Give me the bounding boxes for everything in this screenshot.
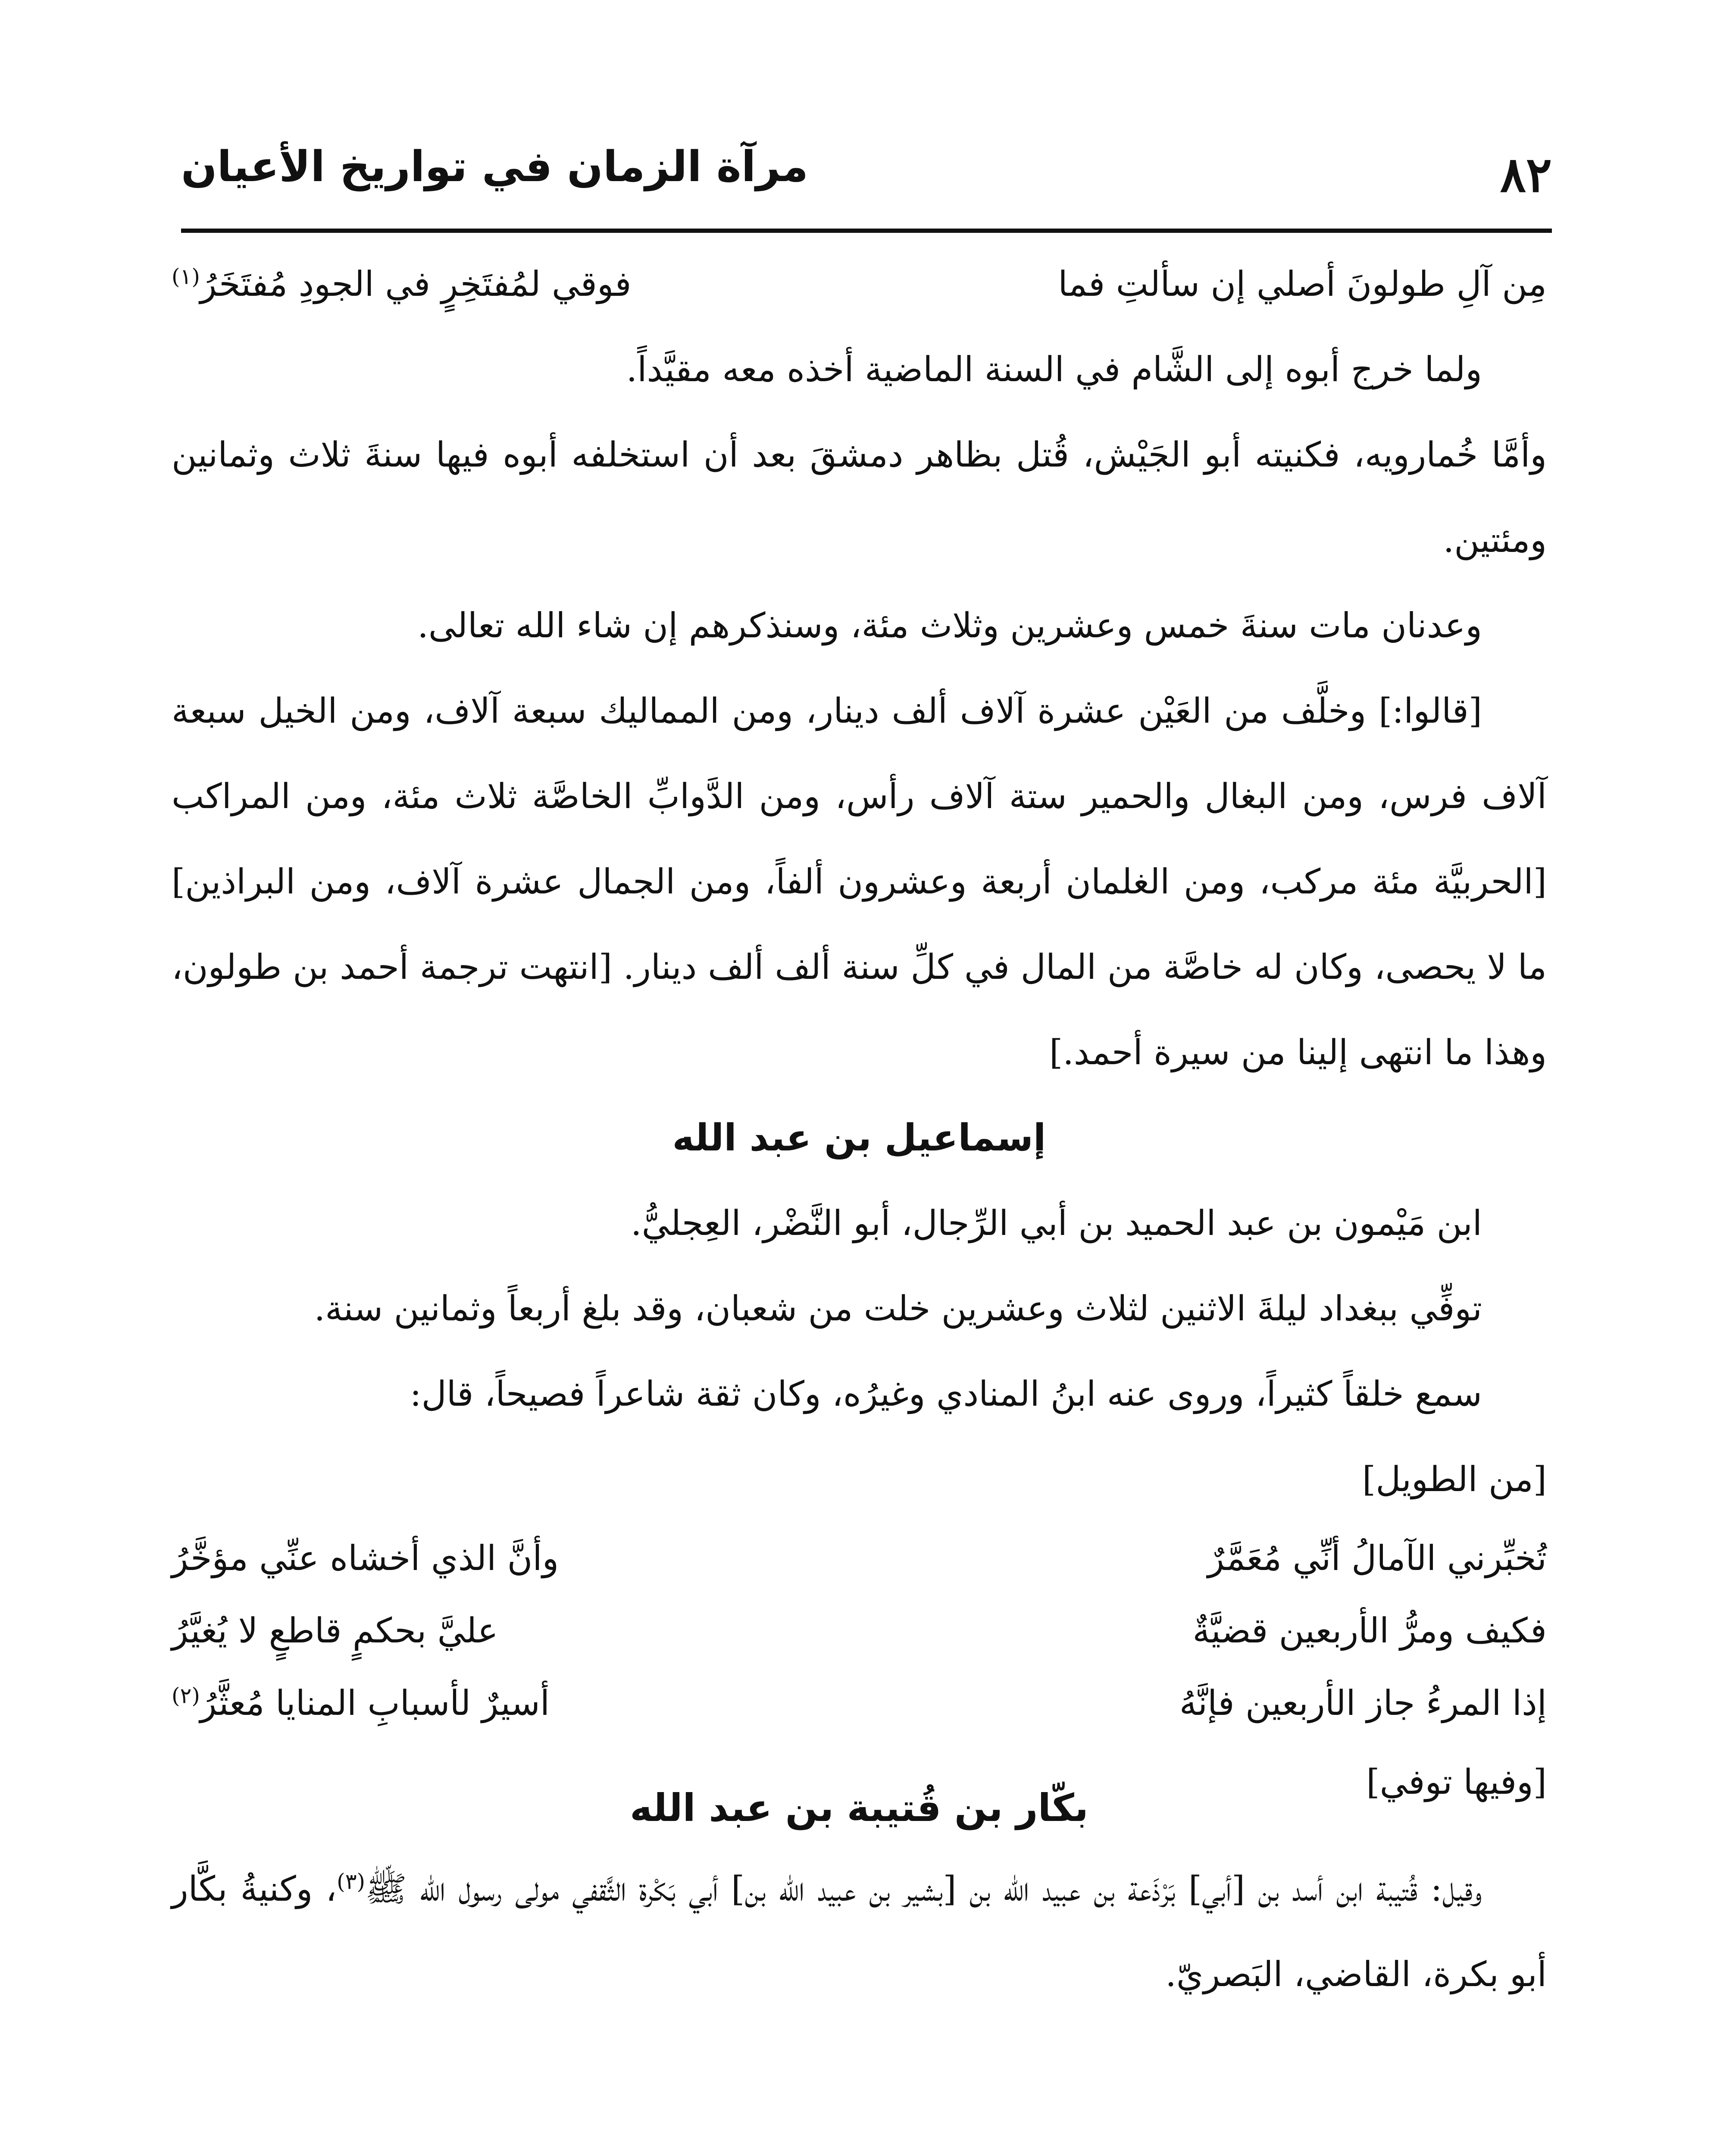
verse-hemistich-second-text: أسيرٌ لأسبابِ المنايا مُعثَّرُ — [200, 1683, 550, 1723]
paragraph: ولما خرج أبوه إلى الشَّام في السنة الماضية أخذه معه مقيَّداً. — [626, 349, 1482, 389]
verse-hemistich-second-text: فوقي لمُفتَخِرٍ في الجودِ مُفتَخَرُ — [200, 264, 632, 304]
page-header — [181, 142, 1552, 229]
section-heading: إسماعيل بن عبد الله — [672, 1116, 1046, 1159]
verse-hemistich-first: فكيف ومرُّ الأربعين قضيَّةٌ — [1192, 1611, 1547, 1651]
poem-verse — [172, 1522, 1547, 1595]
paragraph: [قالوا:] وخلَّف من العَيْن عشرة آلاف ألف دينار، ومن المماليك سبعة آلاف، ومن الخيل سبعة آلاف فرس، ومن البغال والحمير ستة آلاف رأس، ومن الدَّوابِّ الخاصَّة ثلاث مئة، ومن المراكب [الحربيَّة مئة مركب، ومن الغلمان أربعة وعشرون ألفاً، ومن الجمال عشرة آلاف، ومن البراذين] ما لا يحصى، وكان له خاصَّة من المال في كلِّ سنة ألف ألف دينار. [انتهت ترجمة أحمد بن طولون، وهذا ما انتهى إلينا من سيرة أحمد.] — [172, 691, 1547, 1072]
verse-hemistich-first: مِن آلِ طولونَ أصلي إن سألتِ فما — [1058, 264, 1547, 304]
footnote-ref-1[interactable]: (١) — [172, 264, 200, 289]
verse-hemistich-first: تُخبِّرني الآمالُ أنِّي مُعَمَّرٌ — [1207, 1538, 1547, 1578]
paragraph-text: وقيل: قُتيبة ابن أسد بن [أبي] بَرْذَعة بن عبيد الله بن [بشير بن عبيد الله بن] أبي بَكْرة الثَّقفي مولى رسول الله ﷺ — [365, 1869, 1482, 1909]
main-text — [172, 241, 1547, 2017]
verse-hemistich-second — [172, 241, 844, 327]
death-year-row — [172, 1739, 1547, 1830]
section-heading: بكّار بن قُتيبة بن عبد الله — [630, 1786, 1088, 1830]
verse-hemistich-second — [172, 1667, 844, 1739]
opening-verse — [172, 241, 1547, 327]
footnote-ref-2[interactable]: (٢) — [172, 1683, 200, 1708]
header-divider — [181, 229, 1552, 233]
poem-verse — [172, 1595, 1547, 1667]
footnote-ref-3[interactable]: (٣) — [337, 1869, 366, 1894]
paragraph: توفِّي ببغداد ليلةَ الاثنين لثلاث وعشرين خلت من شعبان، وقد بلغ أربعاً وثمانين سنة. — [314, 1288, 1482, 1329]
paragraph: وأمَّا خُمارويه، فكنيته أبو الجَيْش، قُتل بظاهر دمشقَ بعد أن استخلفه أبوه فيها سنةَ ثلاث وثمانين ومئتين. — [172, 435, 1547, 560]
verse-hemistich-second: عليَّ بحكمٍ قاطعٍ لا يُغيَّرُ — [172, 1611, 498, 1651]
poem — [172, 1522, 1547, 1739]
paragraph — [172, 1846, 1547, 2017]
running-title: مرآة الزمان في تواريخ الأعيان — [181, 142, 808, 191]
death-year-note: [وفيها توفي] — [1366, 1762, 1547, 1802]
paragraph: وعدنان مات سنةَ خمس وعشرين وثلاث مئة، وسنذكرهم إن شاء الله تعالى. — [417, 605, 1482, 646]
paragraph: سمع خلقاً كثيراً، وروى عنه ابنُ المنادي وغيرُه، وكان ثقة شاعراً فصيحاً، قال: — [410, 1374, 1482, 1414]
poem-verse — [172, 1667, 1547, 1739]
verse-hemistich-first: إذا المرءُ جاز الأربعين فإنَّهُ — [1179, 1683, 1547, 1723]
page-number: ٨٢ — [1500, 147, 1552, 203]
paragraph-text: ، وكنيةُ بكَّار أبو بكرة، القاضي، البَصريّ. — [172, 1869, 1547, 1994]
poetic-meter-label: [من الطويل] — [1362, 1459, 1547, 1499]
paragraph: ابن مَيْمون بن عبد الحميد بن أبي الرِّجال، أبو النَّضْر، العِجليُّ. — [631, 1203, 1482, 1243]
verse-hemistich-second: وأنَّ الذي أخشاه عنِّي مؤخَّرُ — [172, 1538, 559, 1578]
